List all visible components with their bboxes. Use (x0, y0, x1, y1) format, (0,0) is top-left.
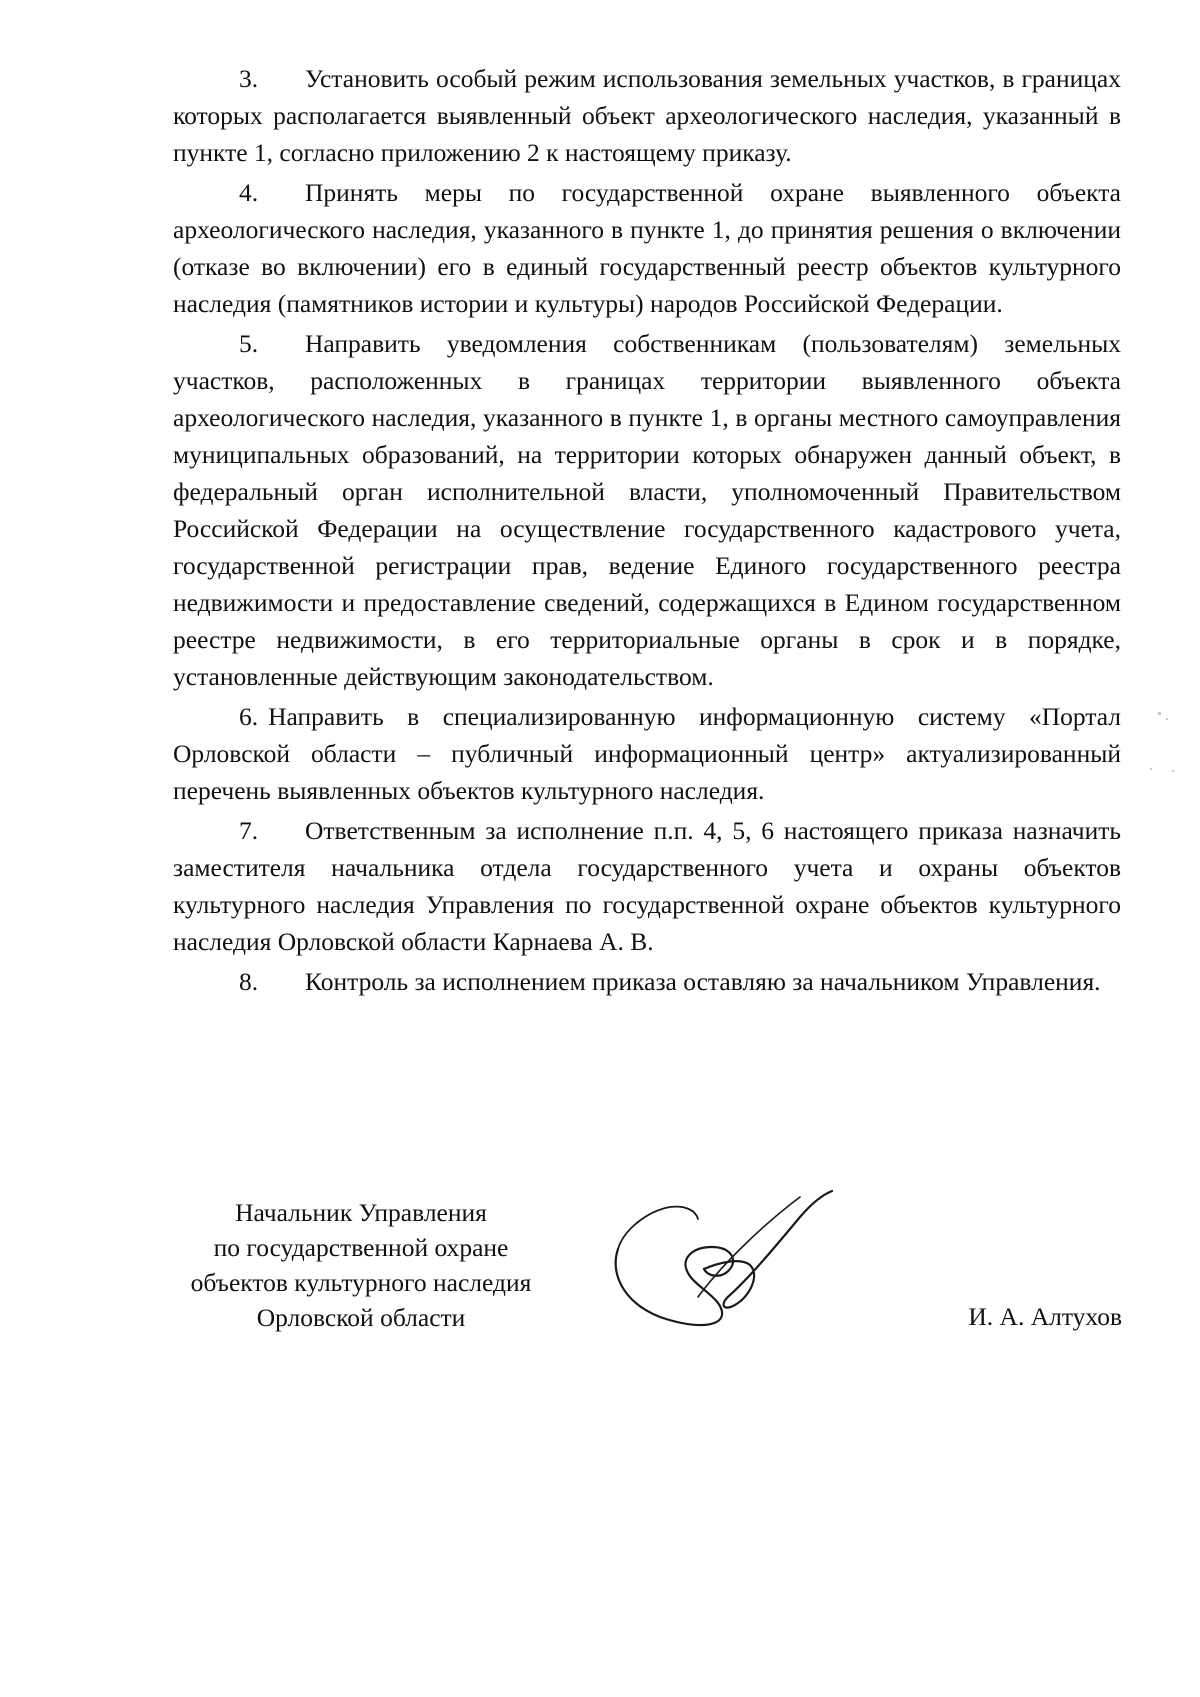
paragraph-8 (173, 963, 1121, 1000)
signatory-title-line: Начальник Управления (235, 1198, 487, 1227)
paragraph-text: Контроль за исполнением приказа оставляю за начальником Управления. (305, 967, 1101, 996)
paragraph-text: Установить особый режим использования земельных участков, в границах которых располагается выявленный объект археологического наследия, указанный в пункте 1, согласно приложению 2 к настоящему приказу. (173, 64, 1121, 167)
paragraph-text: Принять меры по государственной охране выявленного объекта археологического наследия, указанного в пункте 1, до принятия решения о включении (отказе во включении) его в единый государственный реестр объектов культурного наследия (памятников истории и культуры) народов Российской Федерации. (173, 178, 1121, 318)
paragraph-3 (173, 60, 1121, 171)
paragraph-number: 8. (239, 967, 259, 996)
signatory-title-line: Орловской области (256, 1303, 466, 1332)
signatory-title (166, 1195, 556, 1335)
paragraph-number: 6. (239, 702, 259, 731)
document-body (173, 60, 1121, 1000)
paragraph-number: 5. (239, 329, 259, 358)
paragraph-6 (173, 698, 1121, 809)
paragraph-4 (173, 174, 1121, 322)
paragraph-number: 4. (239, 178, 259, 207)
scan-artifact (1166, 718, 1168, 720)
signature-block (0, 1195, 1200, 1355)
signatory-title-line: объектов культурного наследия (190, 1268, 532, 1297)
paragraph-text: Ответственным за исполнение п.п. 4, 5, 6 настоящего приказа назначить заместителя начальника отдела государственного учета и охраны объектов культурного наследия Управления по государственной охране объектов культурного наследия Орловской области Карнаева А. В. (173, 816, 1121, 956)
handwritten-signature (600, 1177, 860, 1357)
paragraph-number: 3. (239, 64, 259, 93)
signatory-name: И. А. Алтухов (968, 1302, 1122, 1331)
paragraph-text: Направить уведомления собственникам (пользователям) земельных участков, расположенных в границах территории выявленного объекта археологического наследия, указанного в пункте 1, в органы местного самоуправления муниципальных образований, на территории которых обнаружен данный объект, в федеральный орган исполнительной власти, уполномоченный Правительством Российской Федерации на осуществление государственного кадастрового учета, государственной регистрации прав, ведение Единого государственного реестра недвижимости и предоставление сведений, содержащихся в Едином государственном реестре недвижимости, в его территориальные органы в срок и в порядке, установленные действующим законодательством. (173, 329, 1121, 691)
paragraph-text: Направить в специализированную информационную систему «Портал Орловской области – публичный информационный центр» актуализированный перечень выявленных объектов культурного наследия. (173, 702, 1121, 805)
paragraph-number: 7. (239, 816, 259, 845)
scan-artifact (1172, 770, 1174, 772)
paragraph-5 (173, 325, 1121, 695)
scan-artifact (1150, 768, 1152, 770)
scan-artifact (1158, 712, 1161, 715)
paragraph-7 (173, 812, 1121, 960)
signatory-title-line: по государственной охране (213, 1233, 509, 1262)
